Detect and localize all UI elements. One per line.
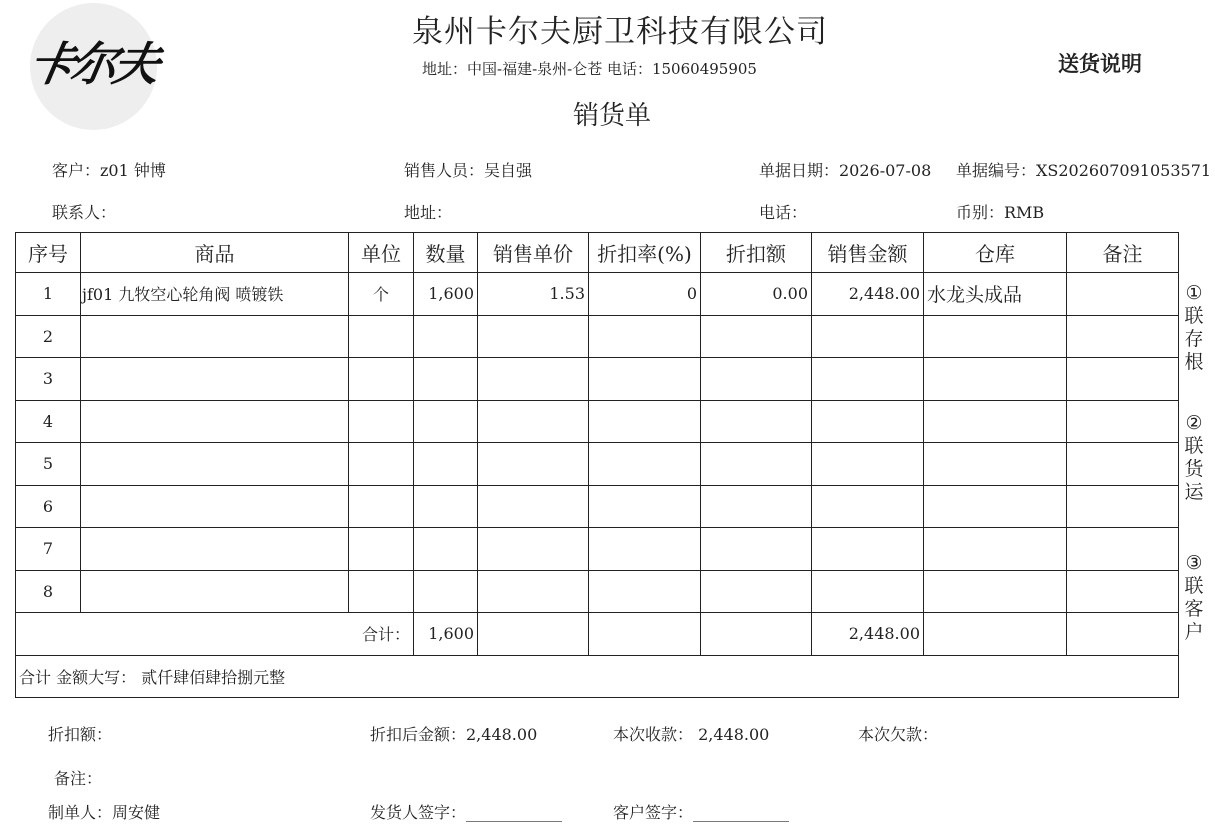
cell-amount: 2,448.00 (812, 273, 924, 316)
copy-label-shipping (1181, 412, 1207, 504)
cell-discount (701, 485, 812, 528)
cell-price (478, 358, 589, 401)
cell-no: 7 (16, 528, 81, 571)
cell-rate (589, 315, 701, 358)
cell-warehouse (924, 400, 1067, 443)
total-amount: 2,448.00 (812, 613, 924, 656)
doc-number-field: 单据编号：XS202607091053571 (956, 161, 1212, 180)
document-title: 销货单 (573, 101, 652, 131)
company-address: 地址：中国-福建-泉州-仑苍 电话：15060495905 (422, 60, 757, 78)
cell-amount (812, 443, 924, 486)
col-header-unit: 单位 (349, 233, 414, 273)
cell-warehouse (924, 570, 1067, 613)
cell-qty (414, 528, 478, 571)
col-header-item: 商品 (81, 233, 349, 273)
cell-warehouse (924, 358, 1067, 401)
cell-note (1067, 358, 1179, 401)
cell-no: 3 (16, 358, 81, 401)
total-empty-cell (701, 613, 812, 656)
cell-unit (349, 315, 414, 358)
table-row (16, 570, 1179, 613)
customer-signature: 客户签字：____________ (613, 803, 790, 822)
table-row (16, 528, 1179, 571)
amount-words-row (16, 655, 1179, 698)
copy-label-stub (1181, 282, 1207, 374)
cell-warehouse (924, 443, 1067, 486)
copy-label-customer (1181, 552, 1207, 644)
doc-date-field: 单据日期：2026-07-08 (759, 161, 932, 180)
cell-no: 4 (16, 400, 81, 443)
after-discount-amount: 折扣后金额：2,448.00 (370, 725, 538, 744)
table-row (16, 358, 1179, 401)
cell-rate (589, 570, 701, 613)
col-header-amount: 销售金额 (812, 233, 924, 273)
cell-rate (589, 400, 701, 443)
shipper-signature: 发货人签字：____________ (370, 803, 563, 822)
table-row (16, 400, 1179, 443)
cell-note (1067, 315, 1179, 358)
cell-amount (812, 570, 924, 613)
cell-unit (349, 570, 414, 613)
cell-qty (414, 443, 478, 486)
col-header-qty: 数量 (414, 233, 478, 273)
cell-item (81, 485, 349, 528)
maker-field: 制单人：周安健 (48, 803, 161, 822)
table-row (16, 273, 1179, 316)
cell-amount (812, 485, 924, 528)
cell-discount (701, 528, 812, 571)
cell-note (1067, 570, 1179, 613)
cell-amount (812, 315, 924, 358)
customer-field: 客户：z01 钟博 (52, 161, 166, 180)
table-row (16, 485, 1179, 528)
cell-discount: 0.00 (701, 273, 812, 316)
remark-field: 备注： (54, 769, 103, 788)
cell-warehouse (924, 315, 1067, 358)
total-empty-cell (1067, 613, 1179, 656)
cell-price (478, 485, 589, 528)
cell-price (478, 315, 589, 358)
cell-price (478, 443, 589, 486)
cell-qty (414, 570, 478, 613)
cell-unit (349, 528, 414, 571)
contact-field: 联系人： (52, 203, 117, 222)
cell-qty (414, 400, 478, 443)
delivery-note-link[interactable]: 送货说明 (1058, 52, 1142, 76)
logo-text: 卡尔夫 (24, 37, 161, 91)
col-header-rate: 折扣率(%) (589, 233, 701, 273)
cell-discount (701, 570, 812, 613)
cell-unit: 个 (349, 273, 414, 316)
cell-price (478, 400, 589, 443)
copy-label-stub-text: ①联存根 (1184, 282, 1204, 373)
cell-note (1067, 485, 1179, 528)
cell-price: 1.53 (478, 273, 589, 316)
cell-item (81, 570, 349, 613)
copy-label-shipping-text: ②联货运 (1184, 412, 1204, 503)
cell-note (1067, 443, 1179, 486)
cell-rate: 0 (589, 273, 701, 316)
company-name: 泉州卡尔夫厨卫科技有限公司 (412, 14, 828, 50)
total-qty: 1,600 (414, 613, 478, 656)
table-row (16, 443, 1179, 486)
cell-amount (812, 400, 924, 443)
col-header-warehouse: 仓库 (924, 233, 1067, 273)
salesperson-field: 销售人员：吴自强 (404, 161, 533, 180)
cell-qty (414, 485, 478, 528)
cell-warehouse (924, 485, 1067, 528)
cell-price (478, 570, 589, 613)
sales-table (15, 232, 1179, 698)
col-header-price: 销售单价 (478, 233, 589, 273)
cell-warehouse: 水龙头成品 (924, 273, 1067, 316)
amount-in-words: 合计 金额大写： 贰仟肆佰肆拾捌元整 (16, 655, 1179, 698)
total-row (16, 613, 1179, 656)
cell-qty (414, 315, 478, 358)
owed-amount: 本次欠款： (858, 725, 939, 744)
col-header-no: 序号 (16, 233, 81, 273)
cell-item (81, 443, 349, 486)
cell-rate (589, 528, 701, 571)
cell-item (81, 358, 349, 401)
cell-note (1067, 273, 1179, 316)
cell-warehouse (924, 528, 1067, 571)
cell-unit (349, 485, 414, 528)
cell-qty (414, 358, 478, 401)
cell-amount (812, 528, 924, 571)
cell-discount (701, 443, 812, 486)
cell-item (81, 528, 349, 571)
cell-no: 8 (16, 570, 81, 613)
total-label: 合计： (16, 613, 414, 656)
cell-amount (812, 358, 924, 401)
received-amount: 本次收款： 2,448.00 (613, 725, 770, 744)
address-field: 地址： (404, 203, 453, 222)
cell-item (81, 315, 349, 358)
total-empty-cell (924, 613, 1067, 656)
cell-rate (589, 358, 701, 401)
cell-unit (349, 443, 414, 486)
cell-no: 1 (16, 273, 81, 316)
cell-note (1067, 400, 1179, 443)
copy-label-customer-text: ③联客户 (1184, 552, 1204, 643)
cell-note (1067, 528, 1179, 571)
cell-rate (589, 443, 701, 486)
cell-discount (701, 358, 812, 401)
cell-rate (589, 485, 701, 528)
col-header-discount: 折扣额 (701, 233, 812, 273)
cell-unit (349, 400, 414, 443)
cell-item: jf01 九牧空心轮角阀 喷镀铁 (81, 273, 349, 316)
cell-no: 2 (16, 315, 81, 358)
col-header-note: 备注 (1067, 233, 1179, 273)
cell-item (81, 400, 349, 443)
table-row (16, 315, 1179, 358)
currency-field: 币别：RMB (956, 203, 1045, 222)
discount-label: 折扣额： (48, 725, 113, 744)
cell-qty: 1,600 (414, 273, 478, 316)
cell-price (478, 528, 589, 571)
table-header-row (16, 233, 1179, 273)
cell-unit (349, 358, 414, 401)
phone-field: 电话： (759, 203, 808, 222)
cell-no: 5 (16, 443, 81, 486)
total-empty-cell (478, 613, 589, 656)
cell-no: 6 (16, 485, 81, 528)
total-empty-cell (589, 613, 701, 656)
cell-discount (701, 400, 812, 443)
cell-discount (701, 315, 812, 358)
